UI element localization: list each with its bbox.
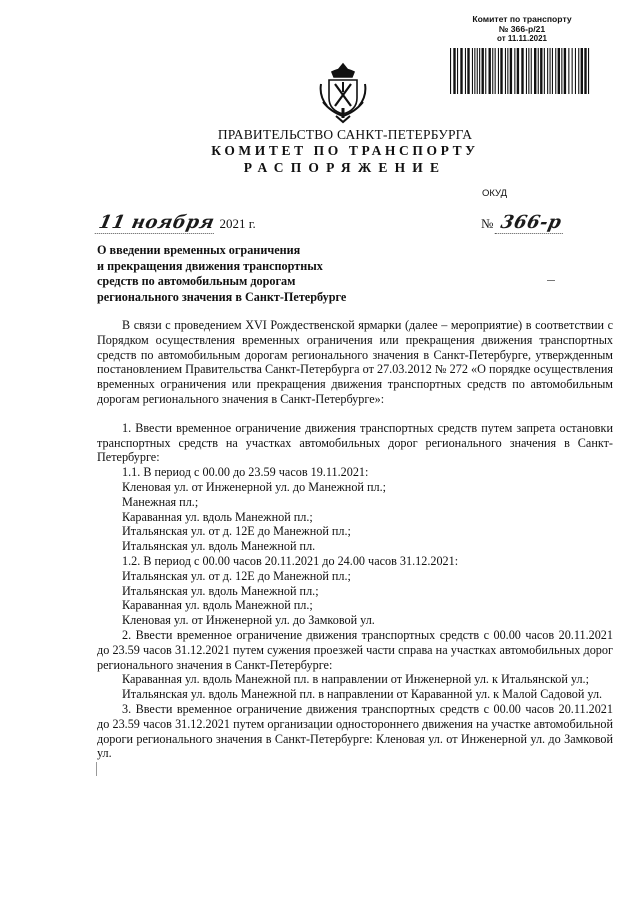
list-item: Караванная ул. вдоль Манежной пл.;	[122, 598, 313, 613]
government-name: ПРАВИТЕЛЬСТВО САНКТ-ПЕТЕРБУРГА	[217, 127, 473, 142]
item-2: 2. Ввести временное ограничение движения транспортных средств с 00.00 часов 20.11.2021 до 23.59 часов 31.12.2021 путем сужения проезжей части справа на участках автомобильных дорог регионального значения в Санкт-Петербурге:	[97, 627, 613, 672]
list-item: Итальянская ул. от д. 12Е до Манежной пл.;	[122, 524, 351, 539]
margin-mark	[547, 280, 555, 281]
subject-line: средств по автомобильным дорогам	[97, 274, 296, 289]
stamp-organization: Комитет по транспорту	[472, 14, 572, 24]
item-1-2: 1.2. В период с 00.00 часов 20.11.2021 до 24.00 часов 31.12.2021:	[122, 553, 459, 568]
subject-line: О введении временных ограничения	[97, 243, 301, 257]
registration-stamp	[448, 14, 596, 44]
item-1: 1. Ввести временное ограничение движения транспортных средств путем запрета остановки транспортных средств на участках автомобильных дорог регионального значения в Санкт-Петербурге:	[97, 420, 613, 465]
number-prefix: №	[481, 216, 494, 231]
stamp-date: от 11.11.2021	[497, 34, 547, 43]
list-item: Караванная ул. вдоль Манежной пл. в направлении от Инженерной ул. к Итальянской ул.;	[122, 672, 589, 687]
subject-line: и прекращения движения транспортных	[97, 258, 323, 273]
item-3: 3. Ввести временное ограничение движения транспортных средств с 00.00 часов 20.11.2021 до 23.59 часов 31.12.2021 путем организации одностороннего движения на участке автомобильной дороги регионального значения в Санкт-Петербурге: Кленовая ул. от Инженерной ул. до Замковой ул.	[97, 701, 613, 761]
handwritten-number: 366-р	[494, 212, 567, 234]
document-subject	[97, 243, 387, 305]
list-item: Итальянская ул. вдоль Манежной пл. в направлении от Караванной ул. к Малой Садовой ул.	[122, 687, 603, 702]
list-item: Итальянская ул. вдоль Манежной пл.	[122, 539, 316, 554]
coat-of-arms-icon	[318, 62, 368, 124]
subject-line: регионального значения в Санкт-Петербурге	[97, 289, 347, 304]
date-year: 2021 г.	[219, 216, 256, 231]
okud-label: ОКУД	[482, 188, 508, 199]
committee-name: КОМИТЕТ ПО ТРАНСПОРТУ	[211, 143, 479, 158]
stamp-number: № 366-р/21	[498, 24, 546, 34]
preamble-paragraph: В связи с проведением XVI Рождественской ярмарки (далее – мероприятие) в соответствии с Порядком осуществления временных ограничения или прекращения движения транспортных средств по автомобильным дорогам регионального значения в Санкт-Петербурге, утвержденным постановлением Правительства Санкт-Петербурга от 27.03.2012 № 272 «О порядке осуществления временных ограничения или прекращения движения транспортных средств по автомобильным дорогам регионального значения в Санкт-Петербурге»:	[97, 318, 613, 406]
document-date	[97, 212, 256, 234]
item-1-1: 1.1. В период с 00.00 до 23.59 часов 19.11.2021:	[122, 465, 369, 480]
barcode-icon	[448, 48, 594, 94]
list-item: Манежная пл.;	[122, 494, 199, 509]
margin-mark-vertical	[96, 762, 97, 776]
document-number	[481, 212, 565, 234]
document-body	[97, 318, 613, 761]
document-type: РАСПОРЯЖЕНИЕ	[243, 160, 447, 175]
handwritten-date: 11 ноября	[95, 212, 219, 234]
list-item: Итальянская ул. от д. 12Е до Манежной пл.;	[122, 568, 351, 583]
list-item: Итальянская ул. вдоль Манежной пл.;	[122, 583, 319, 598]
list-item: Кленовая ул. от Инженерной ул. до Замковой ул.	[122, 613, 375, 628]
list-item: Кленовая ул. от Инженерной ул. до Манежной пл.;	[122, 479, 387, 494]
list-item: Караванная ул. вдоль Манежной пл.;	[122, 509, 313, 524]
